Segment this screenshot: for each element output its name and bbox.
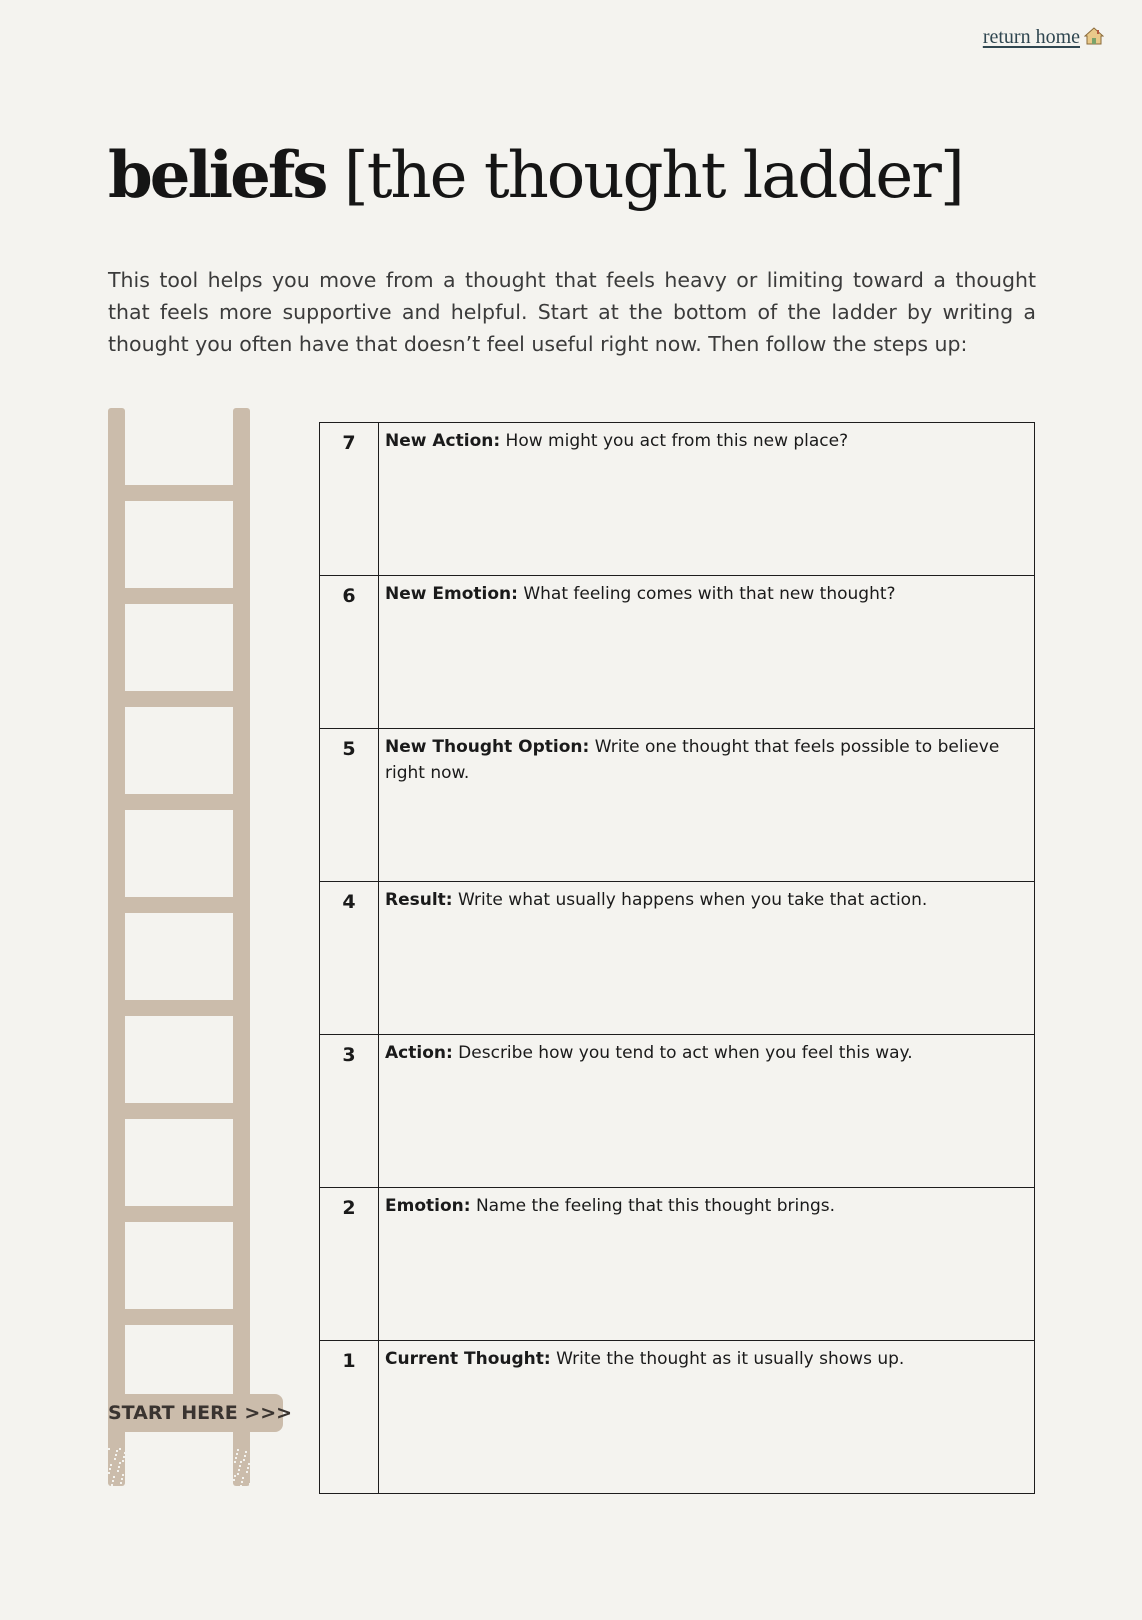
ladder-texture-speck [245, 1451, 247, 1453]
ladder-left-rail [108, 408, 125, 1486]
step-row-5 [320, 729, 1035, 882]
ladder-texture-speck [117, 1470, 119, 1472]
step-label: Emotion: [385, 1196, 471, 1216]
step-writing-area[interactable] [379, 729, 1035, 882]
ladder-texture-speck [234, 1461, 236, 1463]
step-number: 3 [320, 1035, 379, 1188]
step-writing-area[interactable] [379, 1188, 1035, 1341]
page-title-strong: beliefs [108, 138, 326, 213]
ladder-texture-speck [120, 1482, 122, 1484]
ladder-texture-speck [246, 1471, 248, 1473]
ladder-texture-speck [112, 1480, 114, 1482]
ladder-texture-speck [113, 1476, 115, 1478]
step-number: 6 [320, 576, 379, 729]
ladder-texture-speck [236, 1453, 238, 1455]
ladder-texture-speck [237, 1449, 239, 1451]
intro-paragraph: This tool helps you move from a thought that feels heavy or limiting toward a thought that feels more supportive and helpful. Start at the bottom of the ladder by writing a thought you often have that doesn’t feel useful right now. Then follow the steps up: [108, 268, 1036, 356]
ladder-texture-speck [124, 1452, 126, 1454]
step-row-3 [320, 1035, 1035, 1188]
step-row-4 [320, 882, 1035, 1035]
step-number: 1 [320, 1341, 379, 1494]
ladder-texture-speck [109, 1468, 111, 1470]
ladder-texture-speck [116, 1450, 118, 1452]
ladder-texture-speck [249, 1483, 251, 1485]
ladder-texture-speck [238, 1469, 240, 1471]
step-label: Action: [385, 1043, 453, 1063]
ladder-texture-speck [111, 1484, 113, 1486]
return-home-link[interactable] [983, 26, 1104, 49]
step-prompt: Write one thought that feels possible to believe right now. [385, 737, 1000, 783]
ladder-rung [125, 1309, 233, 1325]
start-here-badge: START HERE >>> [108, 1394, 283, 1432]
ladder-texture-speck [118, 1466, 120, 1468]
ladder-right-rail [233, 408, 250, 1486]
ladder-rung [125, 588, 233, 604]
step-writing-area[interactable] [379, 1035, 1035, 1188]
ladder-texture-speck [119, 1448, 121, 1450]
ladder-rung [125, 794, 233, 810]
ladder-texture-speck [235, 1457, 237, 1459]
ladder-texture-speck [243, 1459, 245, 1461]
step-prompt: Describe how you tend to act when you feel this way. [452, 1043, 913, 1063]
step-number: 2 [320, 1188, 379, 1341]
thought-ladder-table [319, 422, 1035, 1494]
step-row-7 [320, 423, 1035, 576]
step-row-6 [320, 576, 1035, 729]
ladder-texture-speck [122, 1474, 124, 1476]
ladder-rung [125, 1103, 233, 1119]
ladder-rung [125, 485, 233, 501]
ladder-rung [125, 897, 233, 913]
ladder-texture-speck [240, 1461, 242, 1463]
step-writing-area[interactable] [379, 576, 1035, 729]
step-label: New Action: [385, 431, 501, 451]
step-label: New Emotion: [385, 584, 518, 604]
ladder-texture-speck [122, 1460, 124, 1462]
ladder-rung [125, 691, 233, 707]
return-home-label: return home [982, 26, 1080, 48]
ladder-texture-speck [123, 1456, 125, 1458]
ladder-texture-speck [115, 1454, 117, 1456]
step-writing-area[interactable] [379, 1341, 1035, 1494]
house-icon [1084, 27, 1104, 45]
ladder-texture-speck [234, 1475, 236, 1477]
ladder-texture-speck [247, 1467, 249, 1469]
ladder-graphic [108, 408, 284, 1488]
ladder-texture-speck [108, 1448, 110, 1450]
step-number: 5 [320, 729, 379, 882]
step-row-1 [320, 1341, 1035, 1494]
ladder-texture-speck [108, 1472, 110, 1474]
ladder-texture-speck [248, 1463, 250, 1465]
ladder-texture-speck [114, 1458, 116, 1460]
step-prompt: Name the feeling that this thought brings. [470, 1196, 836, 1216]
ladder-rung [125, 1000, 233, 1016]
step-number: 4 [320, 882, 379, 1035]
ladder-texture-speck [244, 1455, 246, 1457]
ladder-texture-speck [241, 1481, 243, 1483]
ladder-texture-speck [239, 1465, 241, 1467]
ladder-rung [125, 1206, 233, 1222]
ladder-illustration [108, 408, 293, 1488]
ladder-texture-speck [121, 1478, 123, 1480]
ladder-texture-speck [110, 1464, 112, 1466]
step-prompt: Write the thought as it usually shows up. [550, 1349, 905, 1369]
step-prompt: Write what usually happens when you take that action. [452, 890, 928, 910]
ladder-texture-speck [119, 1462, 121, 1464]
page-title-rest: [the thought ladder] [325, 139, 963, 213]
step-number: 7 [320, 423, 379, 576]
step-row-2 [320, 1188, 1035, 1341]
ladder-texture-speck [240, 1485, 242, 1487]
ladder-texture-speck [237, 1473, 239, 1475]
step-label: Current Thought: [385, 1349, 551, 1369]
step-label: New Thought Option: [385, 737, 590, 757]
ladder-texture-speck [233, 1479, 235, 1481]
step-prompt: What feeling comes with that new thought? [517, 584, 896, 604]
step-writing-area[interactable] [379, 882, 1035, 1035]
step-prompt: How might you act from this new place? [500, 431, 849, 451]
step-label: Result: [385, 890, 453, 910]
step-writing-area[interactable] [379, 423, 1035, 576]
page-title [108, 138, 963, 213]
ladder-texture-speck [242, 1477, 244, 1479]
